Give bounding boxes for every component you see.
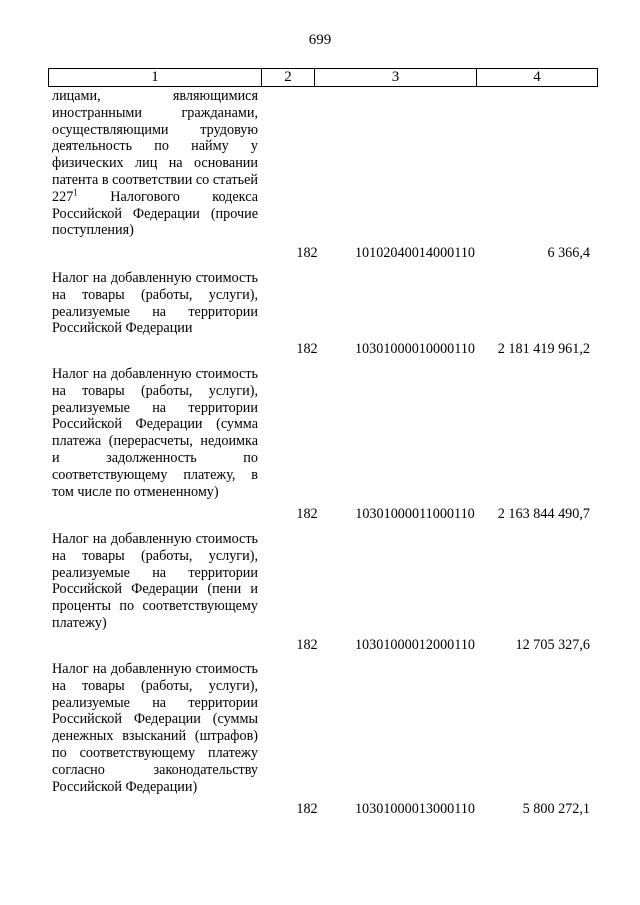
row-amount: 6 366,4	[547, 245, 590, 261]
row-code: 182	[296, 341, 318, 357]
page-number: 699	[308, 32, 332, 48]
row-kbk: 10102040014000110	[354, 245, 476, 261]
table-header	[48, 68, 598, 87]
header-col-2: 2	[261, 68, 315, 87]
row-kbk: 10301000012000110	[354, 637, 476, 653]
header-col-1: 1	[48, 68, 262, 87]
row-code: 182	[296, 801, 318, 817]
row-kbk: 10301000011000110	[355, 506, 475, 522]
row-name: Налог на добавленную стоимость на товары (работы, услуги), реализуемые на территории Российской Федерации (сумма платежа (перерасчеты, недоимка и задолженность по соответствующему платежу, в том числе по отмененному)	[52, 366, 258, 500]
row-amount: 12 705 327,6	[515, 637, 590, 653]
row-code: 182	[296, 245, 318, 261]
header-col-3: 3	[314, 68, 477, 87]
row-code: 182	[296, 506, 318, 522]
row-name: Налог на добавленную стоимость на товары (работы, услуги), реализуемые на территории Российской Федерации (пени и проценты по соответствующему платежу)	[52, 531, 258, 631]
row-amount: 5 800 272,1	[522, 801, 590, 817]
row-name: лицами, являющимися иностранными гражданами, осуществляющими трудовую деятельность по найму у физических лиц на основании патента в соответствии со статьей $227^1$ Налогового кодекса Российской Федерации (прочие поступления)	[52, 88, 258, 239]
row-name: Налог на добавленную стоимость на товары (работы, услуги), реализуемые на территории Российской Федерации	[52, 270, 258, 337]
row-kbk: 10301000010000110	[354, 341, 476, 357]
row-kbk: 10301000013000110	[354, 801, 476, 817]
row-amount: 2 181 419 961,2	[497, 341, 590, 357]
row-code: 182	[296, 637, 318, 653]
row-name: Налог на добавленную стоимость на товары (работы, услуги), реализуемые на территории Российской Федерации (суммы денежных взысканий (штрафов) по соответствующему платежу согласно законодательству Российской Федерации)	[52, 661, 258, 795]
row-amount: 2 163 844 490,7	[497, 506, 590, 522]
header-col-4: 4	[476, 68, 598, 87]
